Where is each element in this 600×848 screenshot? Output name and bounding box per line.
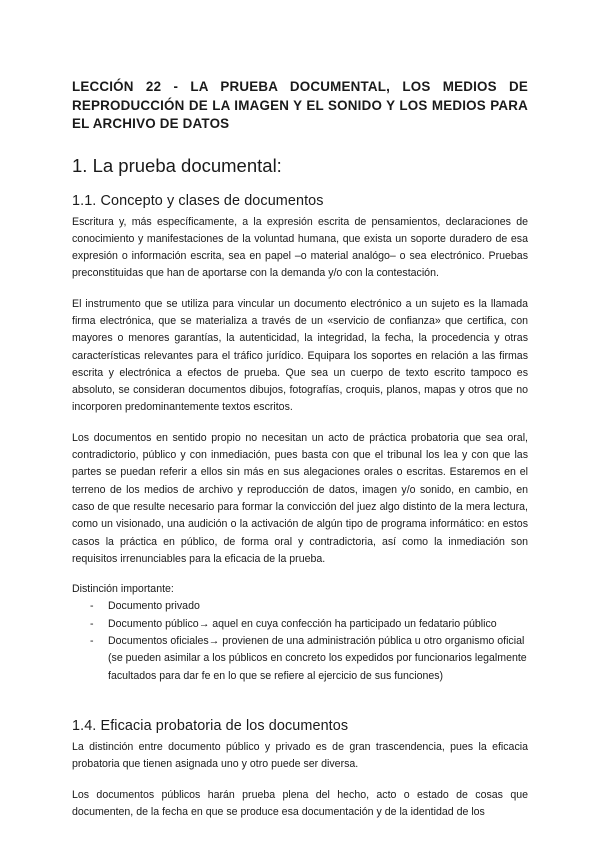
list-item-text: Documento público→ aquel en cuya confección ha participado un fedatario público xyxy=(108,617,497,630)
document-page xyxy=(72,78,528,821)
list-item xyxy=(90,633,528,685)
paragraph-escritura: Escritura y, más específicamente, a la expresión escrita de pensamientos, declaraciones de conocimiento y manifestaciones de la voluntad humana, que exista un soporte duradero de esa expresión o información escrita, sea en papel –o material analógo– o sea electrónico. Pruebas preconstituidas que han de aportarse con la demanda y/o con la contestación. xyxy=(72,215,528,280)
paragraph-distincion: La distinción entre documento público y privado es de gran trascendencia, pues la eficacia probatoria que tienen asignada uno y otro puede ser diversa. xyxy=(72,740,528,771)
list-item-text: Documentos oficiales→ provienen de una administración pública u otro organismo oficial (se pueden asimilar a los públicos en concreto los expedidos por funcionarios legalmente facultados para dar fe en lo que se refiere al ejercicio de sus funciones) xyxy=(108,635,527,682)
paragraph-documentos-publicos: Los documentos públicos harán prueba plena del hecho, acto o estado de cosas que documenten, de la fecha en que se produce esa documentación y de la identidad de los xyxy=(72,788,528,818)
list-bullet: - xyxy=(90,600,94,613)
list-item xyxy=(90,616,528,633)
list-bullet: - xyxy=(90,635,94,648)
distinction-intro: Distinción importante: xyxy=(72,583,174,596)
subsection-heading-concepto: 1.1. Concepto y clases de documentos xyxy=(72,192,324,209)
section-heading: 1. La prueba documental: xyxy=(72,154,282,176)
distinction-list xyxy=(90,598,528,684)
subsection-heading-eficacia: 1.4. Eficacia probatoria de los documentos xyxy=(72,717,349,734)
lesson-title: LECCIÓN 22 - LA PRUEBA DOCUMENTAL, LOS MEDIOS DE REPRODUCCIÓN DE LA IMAGEN Y EL SONIDO Y LOS MEDIOS PARA EL ARCHIVO DE DATOS xyxy=(72,79,528,131)
paragraph-firma-electronica: El instrumento que se utiliza para vincular un documento electrónico a un sujeto es la llamada firma electrónica, que se materializa a través de un «servicio de confianza» que certifica, con mayores o menores garantías, la autenticidad, la integridad, la fecha, la procedencia y otras características relevantes para el tráfico jurídico. Equipara los soportes en relación a las firmas escrita y electrónica a efectos de prueba. Que sea un cuerpo de texto escrito tampoco es absoluto, se consideran documentos dibujos, fotografías, croquis, planos, mapas y otros que no incorporen predominantemente textos escritos. xyxy=(72,297,528,414)
paragraph-documentos-sentido-propio: Los documentos en sentido propio no necesitan un acto de práctica probatoria que sea oral, contradictorio, público y con inmediación, pues basta con que el tribunal los lea y con que las partes se puedan referir a ellos sin más en sus alegaciones orales o escritas. Estaremos en el terreno de los medios de archivo y reproducción de datos, imagen y/o sonido, en cambio, en caso de que resulte necesario para formar la convicción del juez algo distinto de la mera lectura, como un visionado, una audición o la activación de algún tipo de programa informático: en estos casos la práctica en público, de forma oral y contradictoria, así como la inmediación son requisitos irrenunciables para la eficacia de la prueba. xyxy=(72,431,528,565)
list-bullet: - xyxy=(90,617,94,630)
list-item xyxy=(90,598,528,615)
list-item-text: Documento privado xyxy=(108,600,200,613)
